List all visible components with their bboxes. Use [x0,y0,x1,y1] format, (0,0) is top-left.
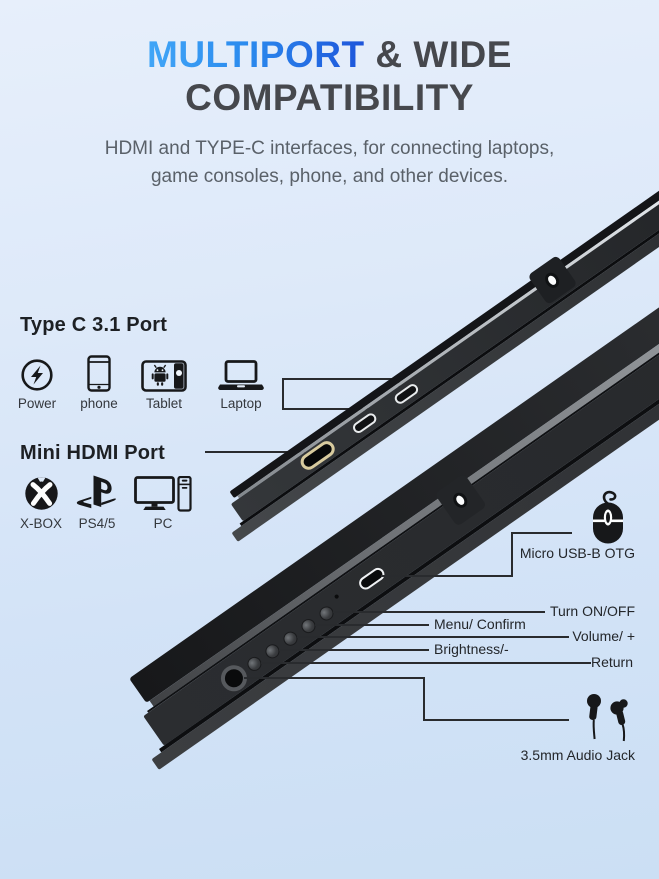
audio-jack-line [423,677,425,721]
device-power [17,354,57,411]
return-button-label: Return [590,654,633,670]
power-icon [17,354,57,392]
menu-button-line [315,624,429,626]
smartphone-icon [79,354,119,392]
device-label: PS4/5 [78,516,116,531]
page-title [0,33,659,119]
device-pc [134,474,192,531]
title-rest: & WIDE [364,34,512,75]
device-xbox [18,474,64,531]
title-line-1 [0,33,659,76]
menu-button-label: Menu/ Confirm [434,616,526,632]
screw-hole [450,490,470,511]
device-tablet [138,354,190,411]
tablet-icon [138,354,190,392]
device-label: PC [153,516,173,531]
screw-hole [542,270,562,291]
volume-button-label: Volume/ + [572,628,635,644]
power-button-label: Turn ON/OFF [549,603,635,619]
page-subtitle [0,135,659,191]
xbox-icon [18,474,64,512]
mini-hdmi-heading: Mini HDMI Port [20,442,166,464]
audio-jack-label: 3.5mm Audio Jack [520,747,635,763]
power-button-line [333,611,545,613]
device-phone [79,354,119,411]
title-highlight: MULTIPORT [147,34,365,75]
device-label: Tablet [145,396,183,411]
brightness-button-label: Brightness/- [434,641,509,657]
volume-button-line [297,636,569,638]
return-button-line [261,662,591,664]
subtitle-line-2: game consoles, phone, and other devices. [150,166,508,187]
micro-usb-line [511,532,572,534]
audio-jack-line [423,719,569,721]
device-label: Power [17,396,57,411]
playstation-icon [74,474,120,512]
type-c-heading: Type C 3.1 Port [20,314,168,336]
device-label: X-BOX [19,516,62,531]
audio-jack-line [244,677,425,679]
mouse-icon [588,489,630,550]
micro-usb-line [511,532,513,577]
title-line-2: COMPATIBILITY [185,77,474,118]
device-playstation [74,474,120,531]
micro-usb-line [381,575,512,577]
micro-usb-label: Micro USB-B OTG [519,545,635,561]
pc-icon [134,474,192,512]
device-label: Laptop [220,396,262,411]
device-laptop [214,354,268,411]
earbuds-icon [581,691,637,752]
brightness-button-line [279,649,429,651]
device-label: phone [80,396,118,411]
subtitle-line-1: HDMI and TYPE-C interfaces, for connecting laptops, [104,138,555,159]
laptop-icon [214,354,268,392]
